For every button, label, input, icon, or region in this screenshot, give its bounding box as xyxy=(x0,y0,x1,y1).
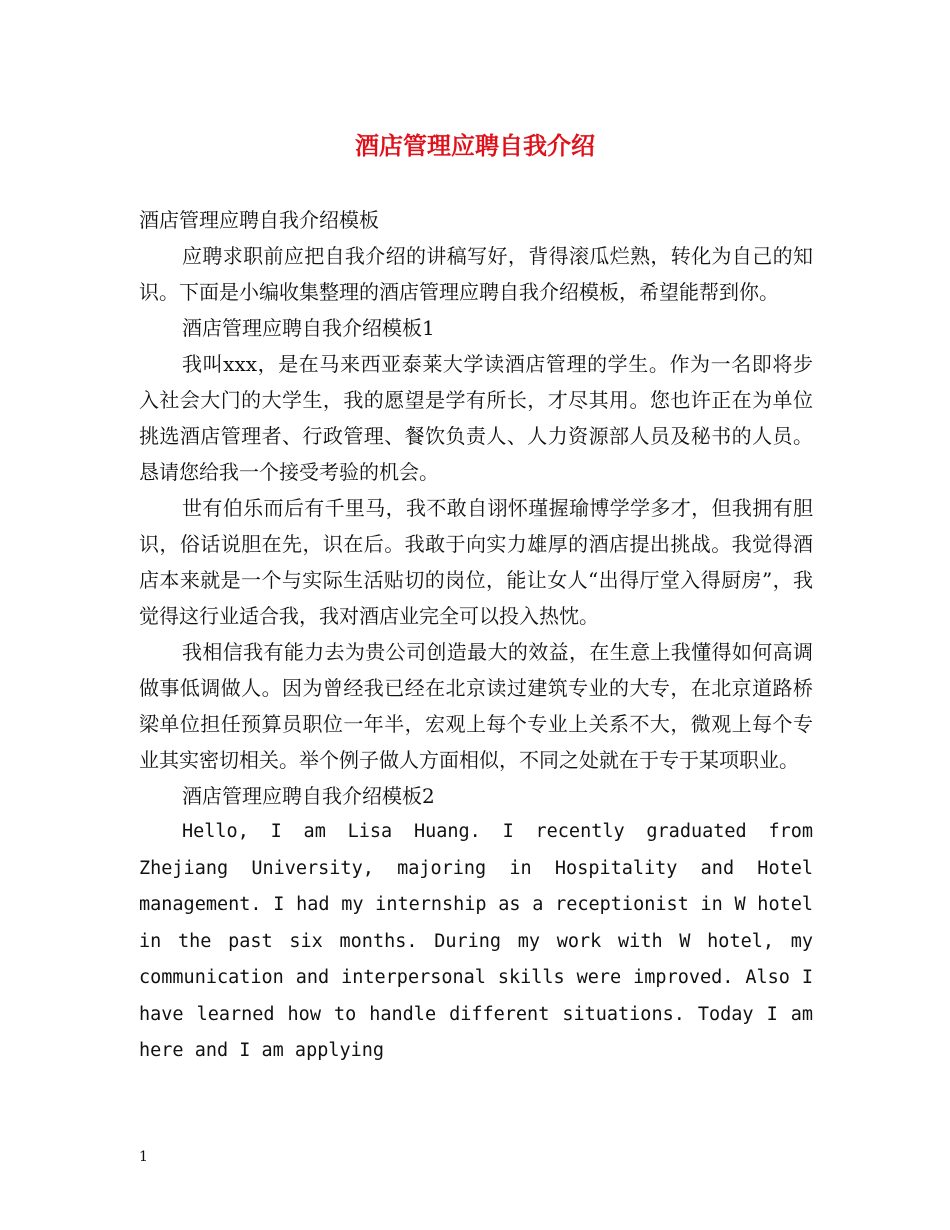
template-1-paragraph-1: 我叫xxx，是在马来西亚泰莱大学读酒店管理的学生。作为一名即将步入社会大门的大学生，我的愿望是学有所长，才尽其用。您也许正在为单位挑选酒店管理者、行政管理、餐饮负责人、人力资源部人员及秘书的人员。恳请您给我一个接受考验的机会。 xyxy=(139,352,813,484)
intro-paragraph: 应聘求职前应把自我介绍的讲稿写好，背得滚瓜烂熟，转化为自己的知识。下面是小编收集整理的酒店管理应聘自我介绍模板，希望能帮到你。 xyxy=(139,244,813,304)
template-1-heading: 酒店管理应聘自我介绍模板1 xyxy=(182,316,435,340)
document-subtitle: 酒店管理应聘自我介绍模板 xyxy=(139,208,379,232)
template-1-paragraph-2: 世有伯乐而后有千里马，我不敢自诩怀瑾握瑜博学学多才，但我拥有胆识，俗话说胆在先，识在后。我敢于向实力雄厚的酒店提出挑战。我觉得酒店本来就是一个与实际生活贴切的岗位，能让女人“出得厅堂入得厨房”，我觉得这行业适合我，我对酒店业完全可以投入热忱。 xyxy=(139,496,813,628)
template-2-paragraph: Hello, I am Lisa Huang. I recently graduated from Zhejiang University, majoring in Hospitality and Hotel management. I had my internship as a receptionist in W hotel in the past six months. During my work with W hotel, my communication and interpersonal skills were improved. Also I have learned how to handle different situations. Today I am here and I am applying xyxy=(139,821,813,1061)
template-2-heading: 酒店管理应聘自我介绍模板2 xyxy=(182,784,435,808)
page-number: 1 xyxy=(139,1149,148,1165)
document-title: 酒店管理应聘自我介绍 xyxy=(355,131,595,160)
document-body xyxy=(139,202,813,1061)
template-1-paragraph-3: 我相信我有能力去为贵公司创造最大的效益，在生意上我懂得如何高调做事低调做人。因为曾经我已经在北京读过建筑专业的大专，在北京道路桥梁单位担任预算员职位一年半，宏观上每个专业上关系不大，微观上每个专业其实密切相关。举个例子做人方面相似，不同之处就在于专于某项职业。 xyxy=(139,640,813,772)
